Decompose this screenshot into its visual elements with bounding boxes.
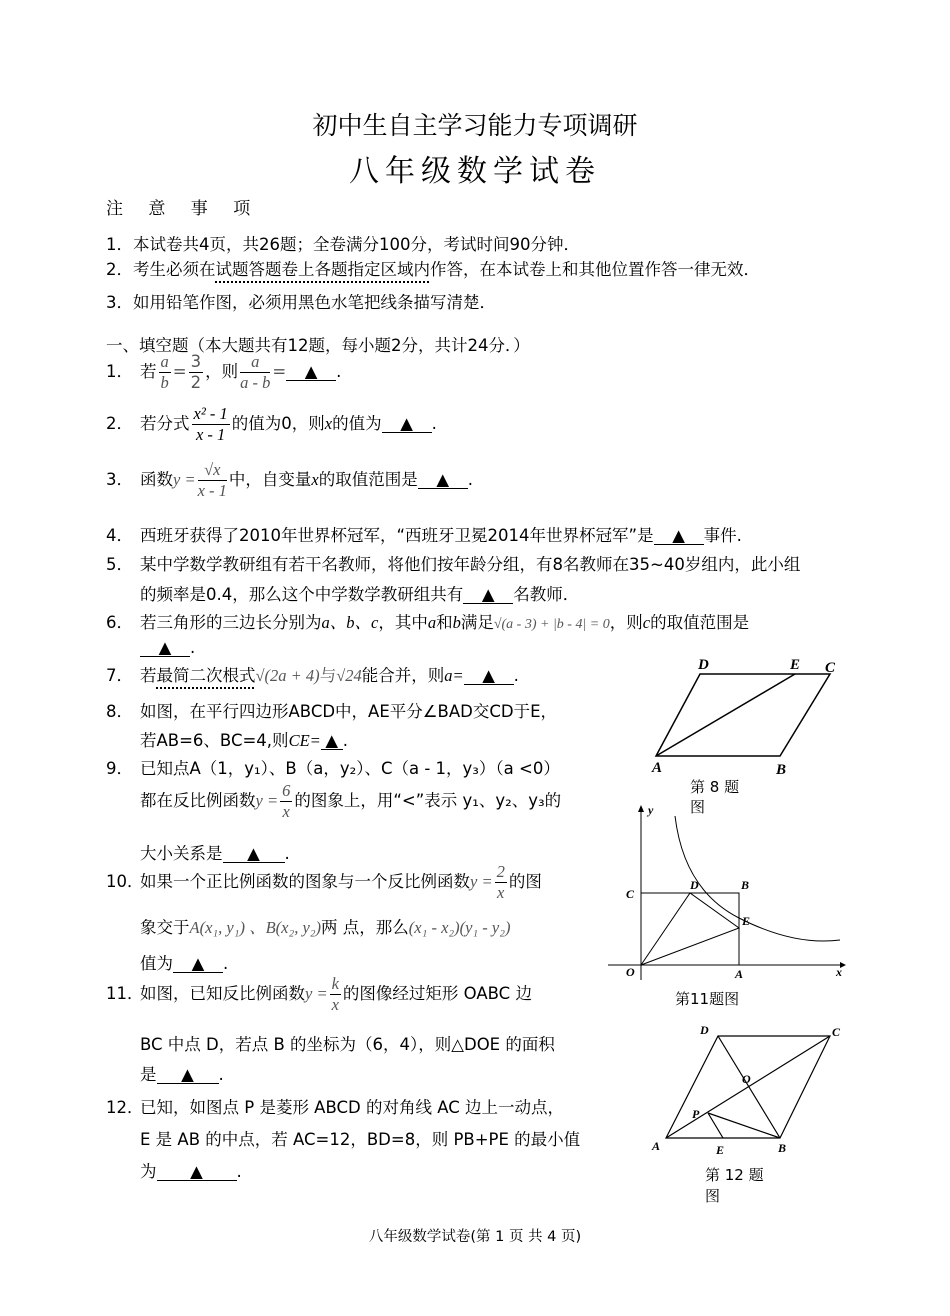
question-5-line-2: 的频率是0.4，那么这个中学数学教研组共有 ▲ 名教师． [140, 585, 580, 604]
label-a: A [735, 967, 744, 981]
question-9-line-2: 都在反比例函数y = $\frac{6}{x}$ 的图象上，用“<”表示 y₁、y₂、y₃的 [140, 781, 562, 821]
answer-blank[interactable]: ▲ [157, 1066, 219, 1084]
question-10: 10．如果一个正比例函数的图象与一个反比例函数y = $\frac{2}{x}$ 的图 [106, 862, 542, 902]
figure-8 [640, 652, 850, 782]
answer-blank[interactable]: ▲ [173, 955, 223, 973]
parallelogram-abcd [656, 674, 830, 756]
answer-blank[interactable]: ▲ [286, 363, 336, 381]
question-11-line-3: 是 ▲ . [140, 1065, 224, 1084]
label-p: P [692, 1107, 700, 1121]
label-c: C [825, 660, 836, 676]
notes-heading: 注 意 事 项 [106, 199, 261, 219]
figure-12 [640, 1018, 850, 1163]
label-e: E [790, 657, 801, 673]
label-x: x [836, 965, 842, 979]
figure-12-caption: 第 12 题 [705, 1166, 764, 1184]
question-11: 11．如图，已知反比例函数y = $\frac{k}{x}$ 的图像经过矩形 OABC 边 [106, 974, 532, 1014]
question-7: 7． 若最简二次根式√(2a + 4)与√24能合并，则a= ▲ . [106, 666, 519, 685]
question-8: 8． 如图，在平行四边形ABCD中，AE平分∠BAD交CD于E， [106, 702, 558, 721]
answer-blank[interactable]: ▲ [418, 471, 468, 489]
label-a: A [652, 1139, 661, 1153]
section-1-heading: 一、填空题（本大题共有12题，每小题2分，共计24分．） [106, 336, 530, 355]
figure-12-caption-2: 图 [705, 1187, 721, 1205]
label-a: A [652, 760, 663, 776]
answer-blank[interactable]: ▲ [654, 527, 704, 545]
question-11-line-2: BC 中点 D，若点 B 的坐标为（6，4），则△DOE 的面积 [140, 1035, 555, 1054]
figure-8-caption: 第 8 题 [690, 778, 740, 796]
answer-blank[interactable]: ▲ [382, 415, 432, 433]
rectangle-oabc [641, 893, 739, 965]
note-1: 1．本试卷共4页，共26题；全卷满分100分，考试时间90分钟． [106, 235, 580, 254]
question-9-line-3: 大小关系是 ▲ . [140, 844, 290, 863]
answer-blank[interactable]: ▲ [463, 586, 513, 604]
segment-pb [708, 1113, 780, 1138]
question-10-line-2: 象交于A(x₁, y₁) 、B(x₂, y₂)两 点，那么(x₁ - x₂)(y₁ - y₂) [140, 918, 511, 937]
label-e: E [716, 1143, 725, 1157]
answer-blank[interactable]: ▲ [464, 667, 514, 685]
label-d: D [698, 657, 709, 673]
question-9: 9． 已知点A（1，y₁）、B（a，y₂）、C（a - 1，y₃）（a <0） [106, 759, 560, 778]
question-10-line-3: 值为 ▲ . [140, 954, 229, 973]
question-3: 3． 函数y = $\frac{√x}{x - 1}$ 中，自变量x的取值范围是 ▲ . [106, 460, 473, 500]
question-4: 4． 西班牙获得了2010年世界杯冠军，“西班牙卫冕2014年世界杯冠军”是 ▲ 事件. [106, 526, 742, 545]
figure-8-caption-2: 图 [690, 798, 706, 816]
label-d: D [690, 878, 699, 892]
segment-pe [708, 1113, 723, 1138]
label-o: O [742, 1072, 751, 1086]
label-c: C [832, 1025, 841, 1039]
question-12: 12．已知，如图点 P 是菱形 ABCD 的对角线 AC 边上一动点， [106, 1098, 564, 1117]
note-2: 2．考生必须在试题答题卷上各题指定区域内作答，在本试卷上和其他位置作答一律无效． [106, 260, 760, 279]
question-6: 6． 若三角形的三边长分别为a、b、c，其中a和b满足√(a - 3) + |b - 4| = 0，则c的取值范围是 [106, 613, 750, 632]
answer-blank[interactable]: ▲ [140, 639, 190, 657]
triangle-doe [641, 893, 739, 965]
label-y: y [648, 803, 654, 817]
answer-blank[interactable]: ▲ [321, 732, 343, 750]
question-8-line-2: 若AB=6、BC=4,则CE= ▲ . [140, 731, 349, 750]
question-12-line-2: E 是 AB 的中点，若 AC=12，BD=8，则 PB+PE 的最小值 [140, 1130, 581, 1149]
label-o: O [626, 965, 635, 979]
answer-blank[interactable]: ▲ [223, 845, 285, 863]
figure-11 [604, 800, 850, 985]
y-axis-arrow-icon [638, 805, 644, 812]
label-d: D [700, 1023, 709, 1037]
note-3: 3．如用铅笔作图，必须用黑色水笔把线条描写清楚． [106, 293, 496, 312]
page-subtitle: 八年级数学试卷 [349, 154, 601, 189]
label-b: B [778, 1141, 787, 1155]
question-5: 5． 某中学数学教研组有若干名教师，将他们按年龄分组，有8名教师在35~40岁组内，此小组 [106, 555, 801, 574]
figure-11-caption: 第11题图 [675, 990, 740, 1008]
hyperbola-curve [675, 816, 840, 941]
page-title: 初中生自主学习能力专项调研 [312, 111, 638, 140]
page-footer: 八年级数学试卷(第 1 页 共 4 页) [368, 1229, 582, 1245]
answer-blank[interactable]: ▲ [157, 1163, 237, 1181]
question-6-line-2: ▲ . [140, 638, 195, 657]
question-2: 2． 若分式 $\frac{\text{x² - 1}}{x - 1}$ 的值为0，则x的值为 ▲ . [106, 404, 437, 444]
label-e: E [742, 914, 751, 928]
label-c: C [626, 887, 635, 901]
label-b: B [741, 878, 750, 892]
segment-ae [656, 674, 795, 756]
question-12-line-3: 为 ▲ . [140, 1162, 242, 1181]
label-b: B [776, 762, 787, 778]
question-1: 1． 若 $\frac{a}{b}$ = $\frac{3}{2}$ ，则 $\frac{a}{a - b}$ = ▲ . [106, 352, 342, 392]
diagonal-bd [718, 1036, 780, 1138]
